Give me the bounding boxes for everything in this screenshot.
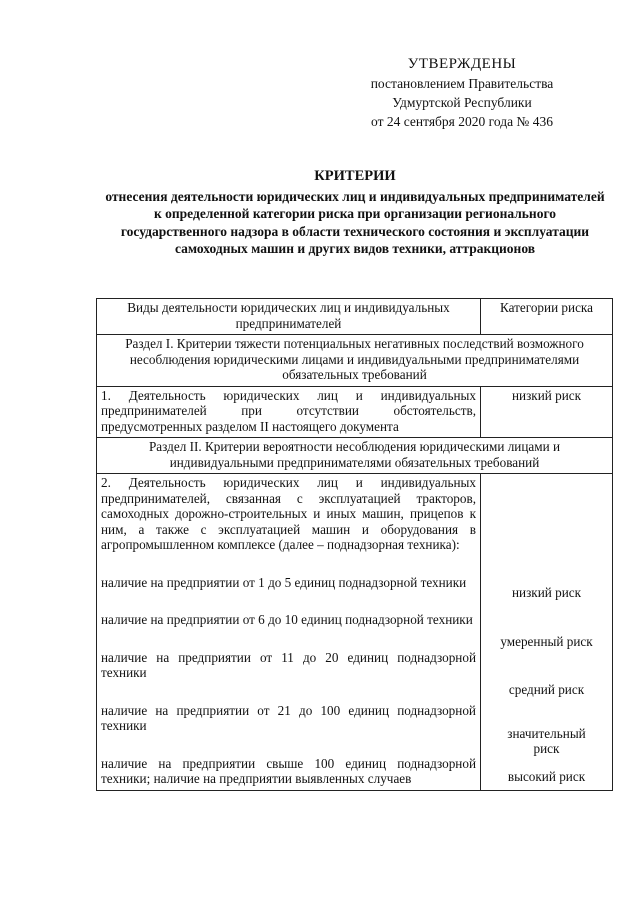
- section-row: [97, 438, 613, 474]
- row-2-risk-1: низкий риск: [511, 585, 582, 600]
- row-1-risk: низкий риск: [481, 386, 613, 438]
- row-2-item-2: наличие на предприятии от 6 до 10 единиц поднадзорной техники: [101, 612, 473, 627]
- document-title: КРИТЕРИИ: [314, 168, 396, 184]
- section-2-title: Раздел II. Критерии вероятности несоблюдения юридическими лицами и индивидуальными предпринимателями обязательных требований: [97, 438, 613, 474]
- row-2-item-1: наличие на предприятии от 1 до 5 единиц поднадзорной техники: [101, 574, 467, 590]
- section-row: [97, 335, 613, 387]
- header-activity: Виды деятельности юридических лиц и индивидуальных предпринимателей: [97, 299, 481, 335]
- row-2-intro: 2. Деятельность юридических лиц и индивидуальных предпринимателей, связанная с эксплуатацией тракторов, самоходных дорожно-строительных и иных машин, прицепов к ним, а также с эксплуатацией машин и оборудования в агропромышленном комплексе (далее – поднадзорная техника):: [101, 475, 476, 552]
- section-1-title: Раздел I. Критерии тяжести потенциальных негативных последствий возможного несоблюдения юридическими лицами и индивидуальными предпринимателями обязательных требований: [97, 335, 613, 387]
- row-2-risk-2: умеренный риск: [500, 633, 593, 649]
- approval-line-3: от 24 сентября 2020 года № 436: [371, 114, 553, 129]
- row-2-activity: [97, 474, 481, 791]
- approval-line-2: Удмуртской Республики: [392, 95, 532, 110]
- row-1-activity: 1. Деятельность юридических лиц и индивидуальных предпринимателей при отсутствии обстоятельств, предусмотренных разделом II настоящего документа: [97, 386, 481, 438]
- table-header-row: [97, 299, 613, 335]
- approval-line-1: постановлением Правительства: [370, 76, 554, 91]
- row-2-risk-3: средний риск: [508, 682, 585, 697]
- row-2-item-5: наличие на предприятии свыше 100 единиц поднадзорной техники; наличие на предприятии выявленных случаев: [101, 755, 476, 786]
- approval-block: [342, 55, 582, 131]
- row-2-risk: [481, 474, 613, 791]
- row-2-item-4: наличие на предприятии от 21 до 100 единиц поднадзорной техники: [101, 702, 476, 733]
- approval-title: УТВЕРЖДЕНЫ: [407, 56, 517, 72]
- table-row: [97, 386, 613, 438]
- document-heading: [100, 168, 610, 258]
- row-2-risk-4: значительный риск: [507, 725, 586, 756]
- document-subtitle: отнесения деятельности юридических лиц и индивидуальных предпринимателей к определенной категории риска при организации регионального государственного надзора в области технического состояния и эксплуатации самоходных машин и других видов техники, аттракционов: [105, 188, 605, 257]
- table-row: [97, 474, 613, 791]
- row-2-item-3: наличие на предприятии от 11 до 20 единиц поднадзорной техники: [101, 649, 476, 680]
- criteria-table: [96, 298, 613, 791]
- header-risk-category: Категории риска: [481, 299, 613, 335]
- row-2-risk-5: высокий риск: [507, 768, 586, 784]
